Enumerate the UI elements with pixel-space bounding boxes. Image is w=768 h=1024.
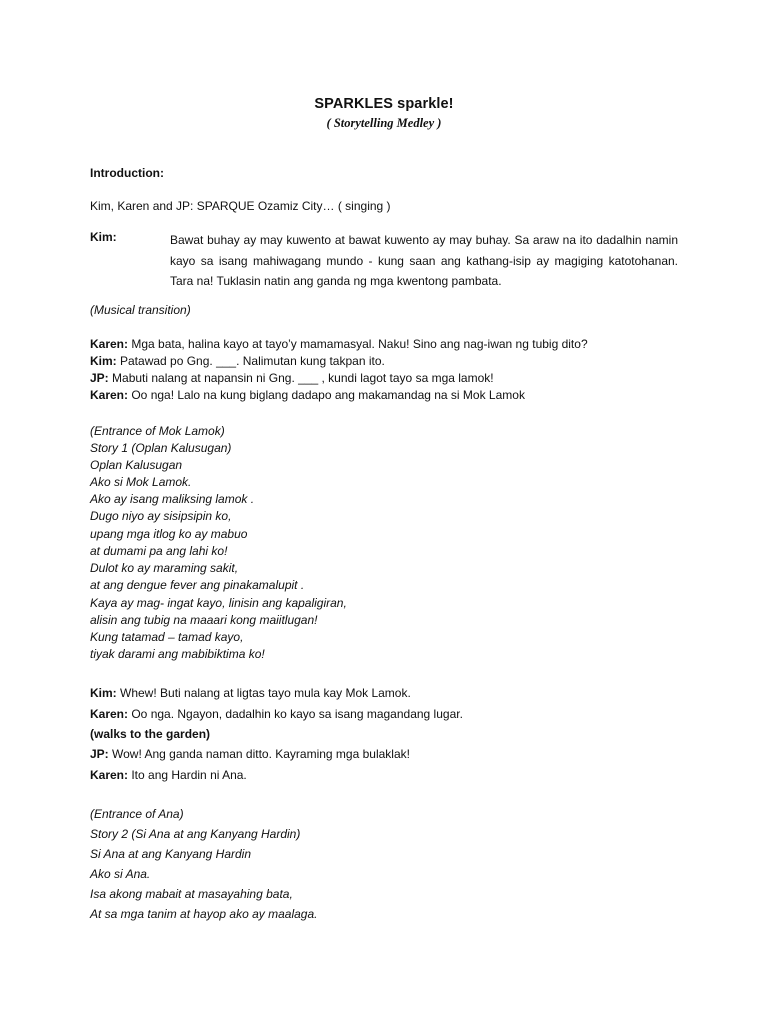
story-line: Ako si Mok Lamok. [90,475,192,489]
dialogue-text: Whew! Buti nalang at ligtas tayo mula kay Mok Lamok. [116,686,411,700]
speaker-name: Karen: [90,337,129,351]
speaker-name: Karen: [90,707,129,721]
dialogue-text: Mabuti nalang at napansin ni Gng. ___ , kundi lagot tayo sa mga lamok! [108,371,494,385]
story-line: Story 2 (Si Ana at ang Kanyang Hardin) [90,827,301,841]
dialogue-line [90,685,411,701]
story-line: At sa mga tanim at hayop ako ay maalaga. [90,907,318,921]
kim-monologue: Bawat buhay ay may kuwento at bawat kuwento ay may buhay. Sa araw na ito dadalhin namin kayo sa isang mahiwagang mundo - kung saan ang kathang-isip ay magiging katotohanan. Tara na! Tuklasin natin ang ganda ng mga kwentong pambata. [170,233,678,288]
story-line: Story 1 (Oplan Kalusugan) [90,441,232,455]
dialogue-line [90,387,525,403]
story-line: upang mga itlog ko ay mabuo [90,527,248,541]
intro-line: Kim, Karen and JP: SPARQUE Ozamiz City… ( singing ) [90,199,391,213]
kim-speaker-label: Kim: [90,230,117,244]
speaker-name: JP: [90,371,109,385]
dialogue-line [90,767,247,783]
dialogue-text: Patawad po Gng. ___. Nalimutan kung takpan ito. [116,354,385,368]
story-line: Si Ana at ang Kanyang Hardin [90,847,251,861]
stage-direction: (walks to the garden) [90,727,211,741]
dialogue-text: Mga bata, halina kayo at tayo’y mamamasyal. Naku! Sino ang nag-iwan ng tubig dito? [128,337,588,351]
speaker-name: Kim: [90,354,117,368]
story-line: Isa akong mabait at masayahing bata, [90,887,293,901]
speaker-name: Karen: [90,768,129,782]
dialogue-line [90,370,494,386]
dialogue-line [90,336,588,352]
dialogue-text: Ito ang Hardin ni Ana. [128,768,247,782]
story-line: Oplan Kalusugan [90,458,183,472]
dialogue-text: Wow! Ang ganda naman ditto. Kayraming mga bulaklak! [108,747,410,761]
story-line: (Entrance of Ana) [90,807,184,821]
story-line: at dumami pa ang lahi ko! [90,544,228,558]
story-line: tiyak darami ang mabibiktima ko! [90,647,265,661]
story-line: Kaya ay mag- ingat kayo, linisin ang kapaligiran, [90,596,347,610]
story-line: Ako ay isang maliksing lamok . [90,492,255,506]
dialogue-line [90,353,385,369]
introduction-heading: Introduction: [90,166,164,180]
story-line: Kung tatamad – tamad kayo, [90,630,244,644]
story-line: Ako si Ana. [90,867,151,881]
document-title: SPARKLES sparkle! [314,96,454,112]
document-subtitle: ( Storytelling Medley ) [326,116,442,130]
story-line: Dugo niyo ay sisipsipin ko, [90,509,232,523]
musical-transition: (Musical transition) [90,303,191,317]
dialogue-line [90,706,463,722]
story-line: (Entrance of Mok Lamok) [90,424,225,438]
speaker-name: Karen: [90,388,129,402]
dialogue-line [90,746,410,762]
speaker-name: JP: [90,747,109,761]
speaker-name: Kim: [90,686,117,700]
dialogue-text: Oo nga! Lalo na kung biglang dadapo ang makamandag na si Mok Lamok [128,388,525,402]
story-line: alisin ang tubig na maaari kong maiitlugan! [90,613,318,627]
dialogue-text: Oo nga. Ngayon, dadalhin ko kayo sa isang magandang lugar. [128,707,463,721]
story-line: at ang dengue fever ang pinakamalupit . [90,578,305,592]
story-line: Dulot ko ay maraming sakit, [90,561,239,575]
